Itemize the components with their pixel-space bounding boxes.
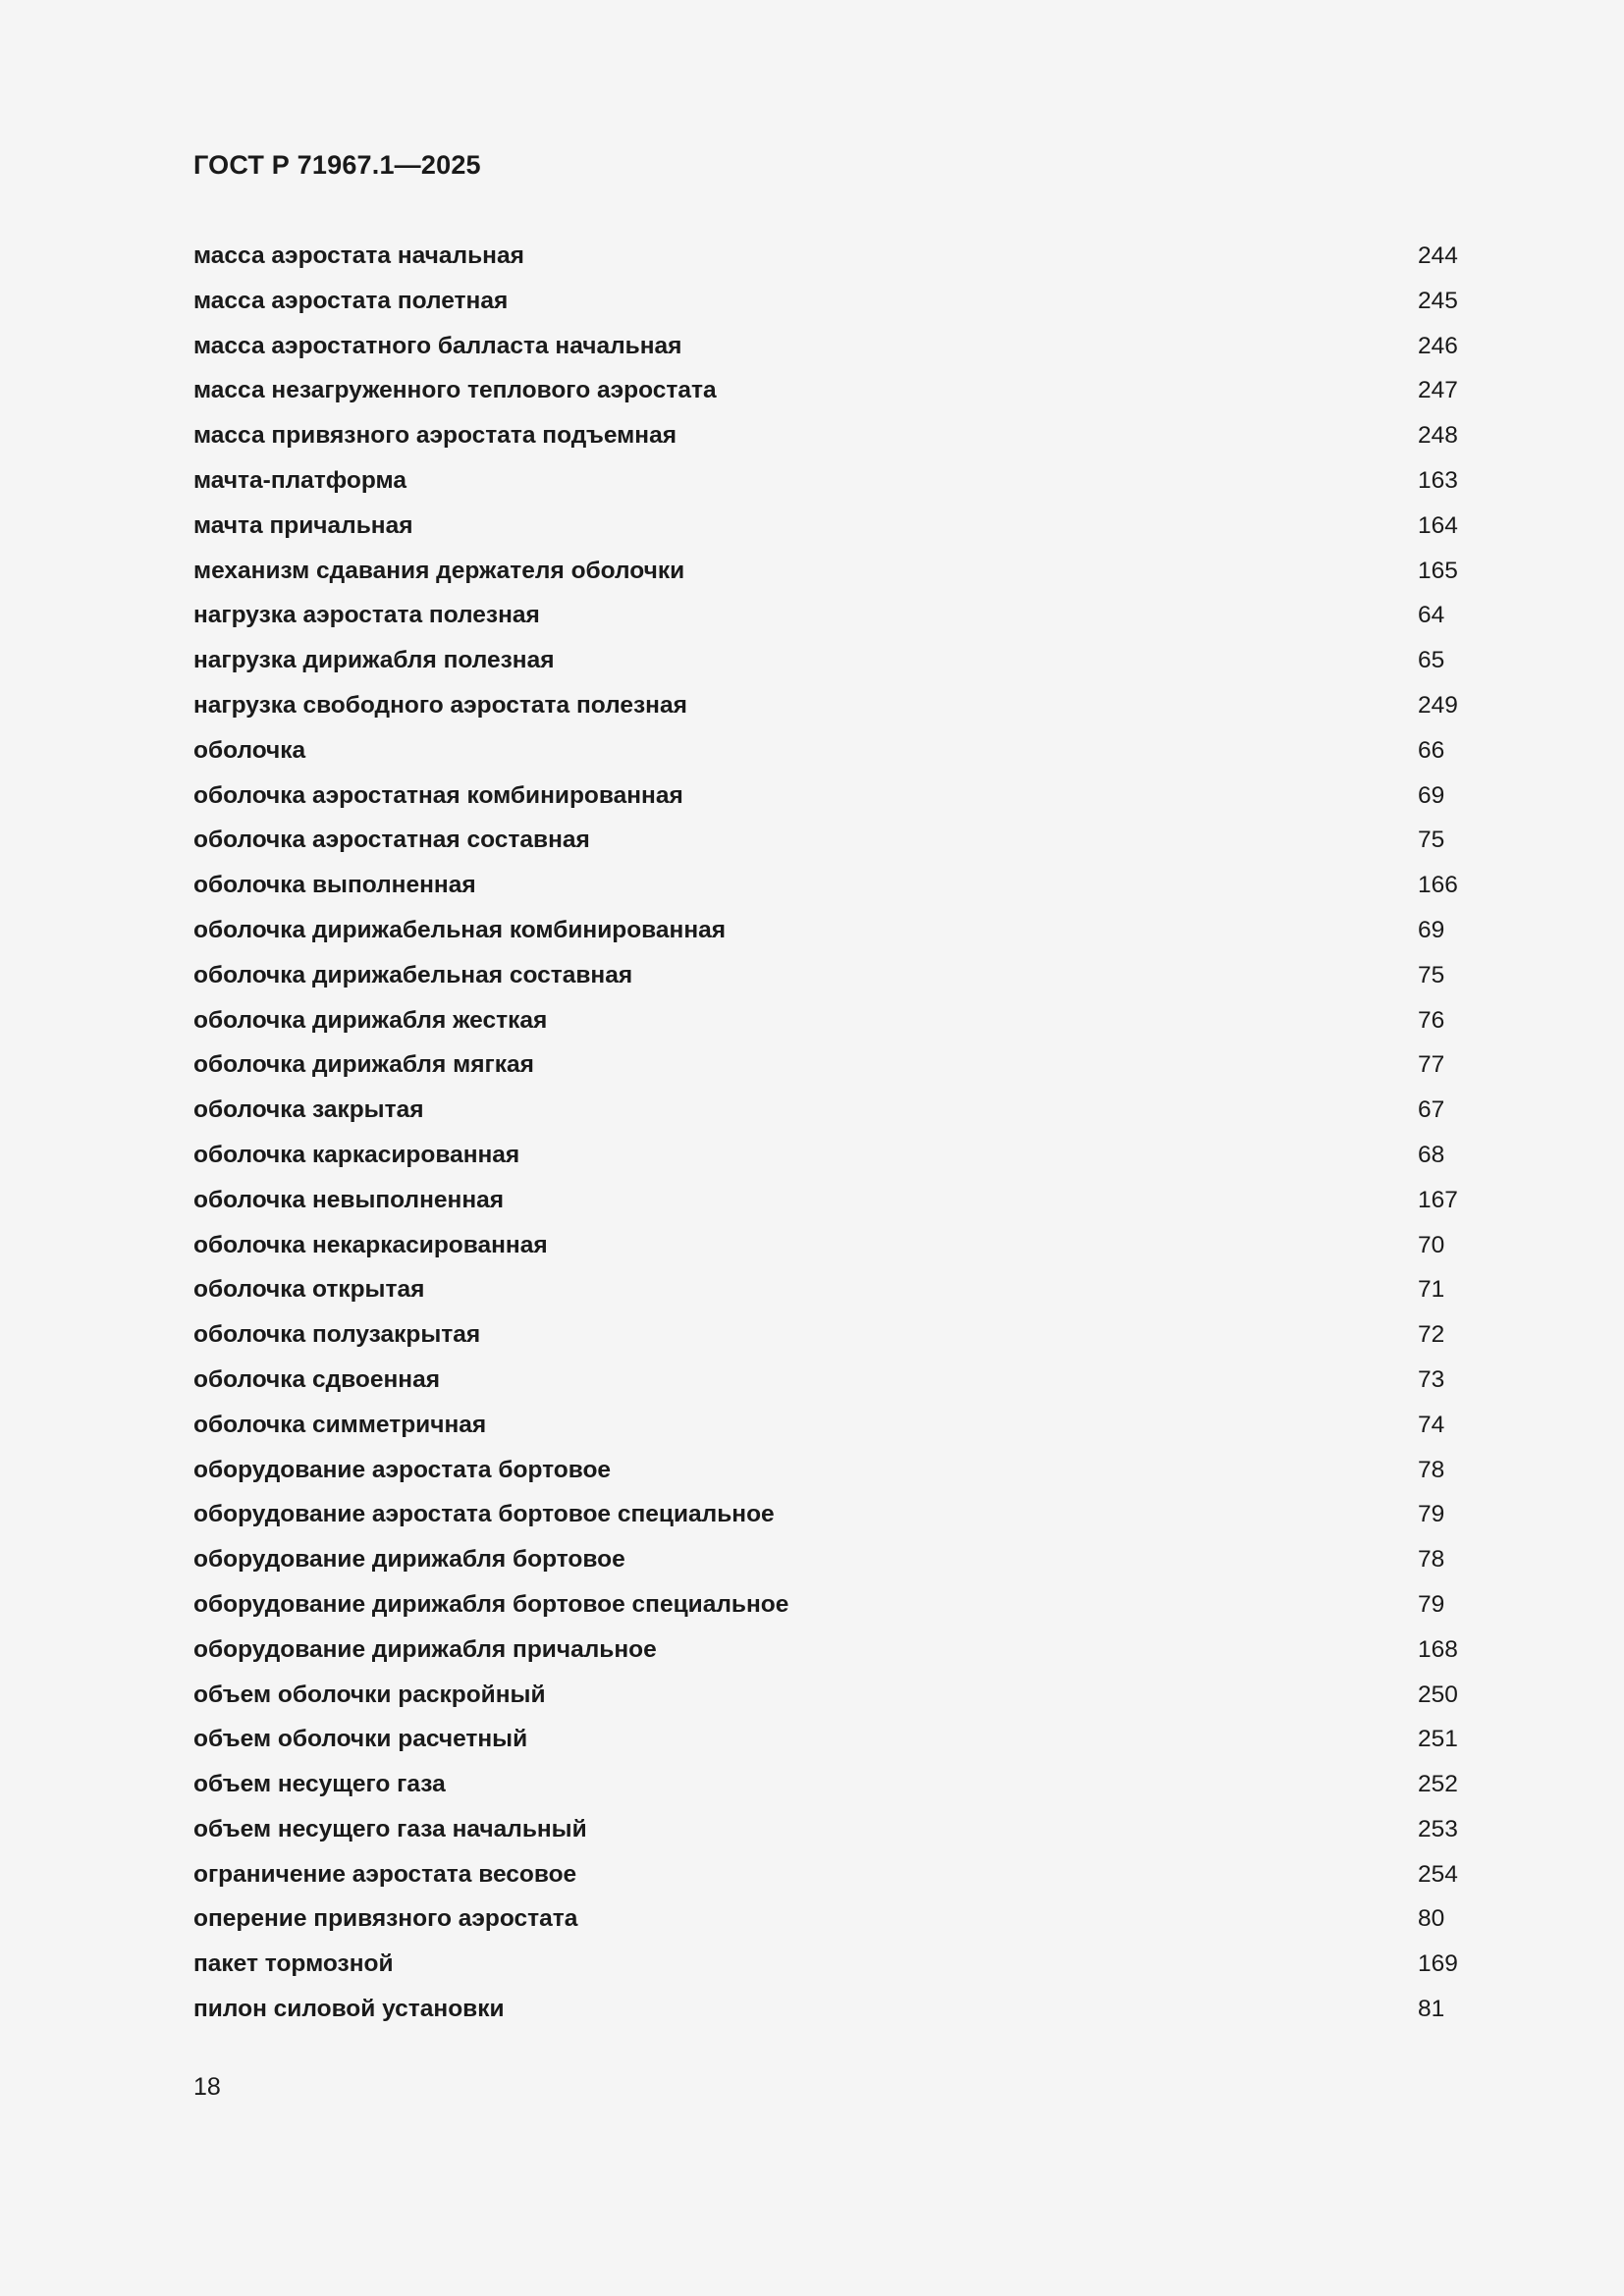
index-number: 71 xyxy=(1418,1276,1445,1304)
index-row xyxy=(193,1362,1460,1408)
index-row xyxy=(193,554,1460,599)
index-term: оболочка невыполненная xyxy=(193,1186,505,1213)
index-term: оборудование аэростата бортовое специальное xyxy=(193,1501,775,1528)
index-number: 79 xyxy=(1418,1590,1445,1618)
index-row xyxy=(193,508,1460,554)
index-term: оболочка дирижабля жесткая xyxy=(193,1006,548,1034)
index-number: 70 xyxy=(1418,1231,1445,1258)
index-number: 66 xyxy=(1418,736,1445,764)
index-row xyxy=(193,1183,1460,1228)
index-term: масса привязного аэростата подъемная xyxy=(193,422,677,450)
index-row xyxy=(193,913,1460,958)
index-term: оболочка некаркасированная xyxy=(193,1231,548,1258)
index-term: оборудование аэростата бортовое xyxy=(193,1456,612,1483)
index-term: оборудование дирижабля причальное xyxy=(193,1635,657,1663)
index-row xyxy=(193,239,1460,284)
index-number: 254 xyxy=(1418,1860,1458,1888)
page-number: 18 xyxy=(193,2073,221,2101)
index-term: оболочка сдвоенная xyxy=(193,1365,440,1393)
index-number: 72 xyxy=(1418,1321,1445,1349)
index-number: 251 xyxy=(1418,1726,1458,1753)
index-number: 74 xyxy=(1418,1411,1445,1438)
index-term: масса аэростатного балласта начальная xyxy=(193,332,682,359)
index-number: 73 xyxy=(1418,1365,1445,1393)
index-row xyxy=(193,284,1460,329)
index-term: оперение привязного аэростата xyxy=(193,1905,578,1933)
index-row xyxy=(193,823,1460,868)
index-number: 248 xyxy=(1418,422,1458,450)
index-term: мачта-платформа xyxy=(193,466,406,494)
index-number: 76 xyxy=(1418,1006,1445,1034)
index-number: 79 xyxy=(1418,1501,1445,1528)
index-row xyxy=(193,373,1460,418)
index-row xyxy=(193,688,1460,733)
index-row xyxy=(193,418,1460,463)
index-term: нагрузка свободного аэростата полезная xyxy=(193,691,687,719)
index-number: 163 xyxy=(1418,466,1458,494)
index-term: объем оболочки расчетный xyxy=(193,1726,528,1753)
index-number: 75 xyxy=(1418,961,1445,988)
document-code: ГОСТ Р 71967.1—2025 xyxy=(193,150,481,180)
index-term: оболочка аэростатная комбинированная xyxy=(193,781,683,809)
index-row xyxy=(193,778,1460,824)
index-row xyxy=(193,1047,1460,1093)
index-number: 166 xyxy=(1418,872,1458,899)
index-row xyxy=(193,1453,1460,1498)
index-number: 81 xyxy=(1418,1996,1445,2023)
alphabetical-index xyxy=(193,239,1460,2037)
index-row xyxy=(193,1497,1460,1542)
index-number: 67 xyxy=(1418,1096,1445,1124)
index-term: объем несущего газа начальный xyxy=(193,1815,587,1842)
index-number: 78 xyxy=(1418,1456,1445,1483)
index-row xyxy=(193,1992,1460,2037)
index-number: 65 xyxy=(1418,647,1445,674)
index-row xyxy=(193,958,1460,1003)
index-row xyxy=(193,1093,1460,1138)
index-row xyxy=(193,1003,1460,1048)
index-term: масса незагруженного теплового аэростата xyxy=(193,377,717,404)
index-term: пилон силовой установки xyxy=(193,1996,505,2023)
index-number: 169 xyxy=(1418,1950,1458,1978)
index-term: масса аэростата начальная xyxy=(193,242,524,269)
index-row xyxy=(193,329,1460,374)
index-row xyxy=(193,1812,1460,1857)
index-term: оболочка открытая xyxy=(193,1276,425,1304)
index-number: 68 xyxy=(1418,1141,1445,1168)
index-number: 75 xyxy=(1418,827,1445,854)
index-row xyxy=(193,1587,1460,1632)
index-term: оборудование дирижабля бортовое xyxy=(193,1546,625,1574)
index-row xyxy=(193,1901,1460,1947)
index-term: мачта причальная xyxy=(193,511,413,539)
index-number: 245 xyxy=(1418,287,1458,314)
index-number: 244 xyxy=(1418,242,1458,269)
index-term: объем несущего газа xyxy=(193,1771,446,1798)
index-term: оболочка выполненная xyxy=(193,872,476,899)
index-row xyxy=(193,463,1460,508)
index-term: оболочка симметричная xyxy=(193,1411,487,1438)
index-row xyxy=(193,1138,1460,1183)
index-row xyxy=(193,598,1460,643)
index-number: 247 xyxy=(1418,377,1458,404)
index-number: 253 xyxy=(1418,1815,1458,1842)
index-term: масса аэростата полетная xyxy=(193,287,509,314)
index-number: 78 xyxy=(1418,1546,1445,1574)
index-number: 164 xyxy=(1418,511,1458,539)
index-term: оболочка закрытая xyxy=(193,1096,424,1124)
index-row xyxy=(193,643,1460,688)
index-number: 249 xyxy=(1418,691,1458,719)
index-term: пакет тормозной xyxy=(193,1950,394,1978)
index-row xyxy=(193,1272,1460,1317)
index-term: ограничение аэростата весовое xyxy=(193,1860,577,1888)
index-row xyxy=(193,1317,1460,1362)
index-term: оболочка полузакрытая xyxy=(193,1321,481,1349)
index-row xyxy=(193,868,1460,913)
index-term: нагрузка аэростата полезная xyxy=(193,602,540,629)
index-number: 168 xyxy=(1418,1635,1458,1663)
index-term: механизм сдавания держателя оболочки xyxy=(193,557,685,584)
index-row xyxy=(193,1542,1460,1587)
index-term: оболочка каркасированная xyxy=(193,1141,520,1168)
index-number: 246 xyxy=(1418,332,1458,359)
index-term: оборудование дирижабля бортовое специальное xyxy=(193,1590,789,1618)
index-row xyxy=(193,1228,1460,1273)
index-term: оболочка дирижабельная комбинированная xyxy=(193,916,727,943)
index-number: 77 xyxy=(1418,1051,1445,1079)
index-number: 167 xyxy=(1418,1186,1458,1213)
index-row xyxy=(193,1857,1460,1902)
index-row xyxy=(193,1632,1460,1678)
index-number: 252 xyxy=(1418,1771,1458,1798)
index-number: 165 xyxy=(1418,557,1458,584)
index-term: оболочка аэростатная составная xyxy=(193,827,590,854)
index-number: 64 xyxy=(1418,602,1445,629)
index-row xyxy=(193,1947,1460,1992)
index-number: 250 xyxy=(1418,1681,1458,1708)
index-term: оболочка дирижабельная составная xyxy=(193,961,633,988)
index-number: 69 xyxy=(1418,781,1445,809)
index-row xyxy=(193,1678,1460,1723)
index-number: 80 xyxy=(1418,1905,1445,1933)
index-term: оболочка xyxy=(193,736,306,764)
index-term: объем оболочки раскройный xyxy=(193,1681,546,1708)
index-row xyxy=(193,1408,1460,1453)
index-term: нагрузка дирижабля полезная xyxy=(193,647,555,674)
index-number: 69 xyxy=(1418,916,1445,943)
index-row xyxy=(193,1767,1460,1812)
index-row xyxy=(193,733,1460,778)
index-row xyxy=(193,1722,1460,1767)
index-term: оболочка дирижабля мягкая xyxy=(193,1051,534,1079)
